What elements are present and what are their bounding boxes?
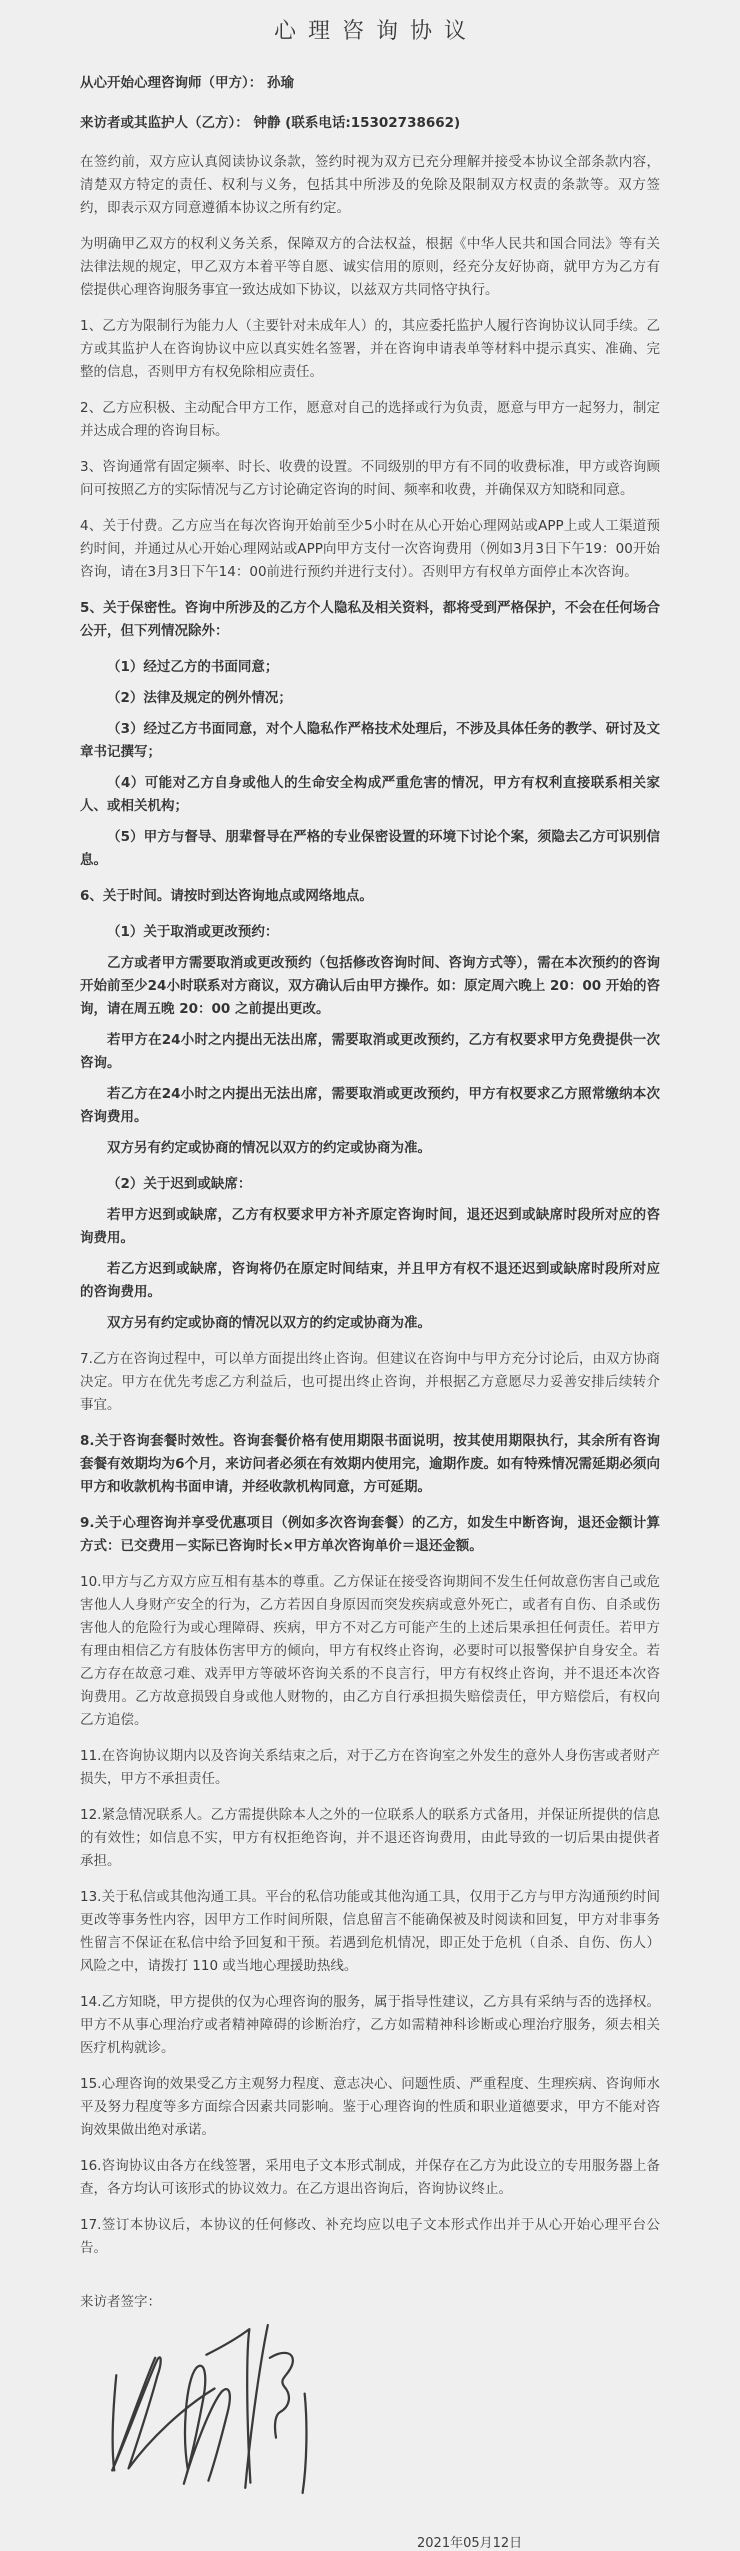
visitor-signature: [104, 2316, 319, 2502]
page-title: 心理咨询协议: [273, 19, 478, 44]
clause-11: 11.在咨询协议期内以及咨询关系结束之后，对于乙方在咨询室之外发生的意外人身伤害或者财产损失，甲方不承担责任。: [80, 1748, 660, 1787]
clause-5-item-3: （3）经过乙方书面同意，对个人隐私作严格技术处理后，不涉及具体任务的教学、研讨及文章书记撰写；: [80, 721, 660, 760]
clause-4: 4、关于付费。乙方应当在每次咨询开始前至少5小时在从心开始心理网站或APP上或人工渠道预约时间，并通过从心开始心理网站或APP向甲方支付一次咨询费用（例如3月3日下午19：00开始咨询，请在3月3日下午14：00前进行预约并进行支付）。否则甲方有权单方面停止本次咨询。: [80, 518, 660, 580]
clause-5: 5、关于保密性。咨询中所涉及的乙方个人隐私及相关资料，都将受到严格保护，不会在任何场合公开，但下列情况除外：: [80, 600, 660, 639]
clause-6-sub-2-c: 双方另有约定或协商的情况以双方的约定或协商为准。: [107, 1315, 431, 1331]
signature-scribble-image: [104, 2316, 319, 2502]
clause-14: 14.乙方知晓，甲方提供的仅为心理咨询的服务，属于指导性建议，乙方具有采纳与否的选择权。甲方不从事心理治疗或者精神障碍的诊断治疗，乙方如需精神科诊断或心理治疗服务，须去相关医疗机构就诊。: [80, 1994, 660, 2056]
clause-6-sub-1: （1）关于取消或更改预约：: [107, 924, 279, 940]
clause-6-sub-2-b: 若乙方迟到或缺席，咨询将仍在原定时间结束，并且甲方有权不退还迟到或缺席时段所对应的咨询费用。: [80, 1261, 660, 1300]
clause-6: 6、关于时间。请按时到达咨询地点或网络地点。: [80, 888, 373, 904]
clause-2: 2、乙方应积极、主动配合甲方工作，愿意对自己的选择或行为负责，愿意与甲方一起努力，制定并达成合理的咨询目标。: [80, 400, 660, 439]
clause-13: 13.关于私信或其他沟通工具。平台的私信功能或其他沟通工具，仅用于乙方与甲方沟通预约时间更改等事务性内容，因甲方工作时间所限，信息留言不能确保被及时阅读和回复，甲方对非事务性留言不保证在私信中给予回复和干预。若遇到危机情况，即正处于危机（自杀、自伤、伤人）风险之中，请拨打 110 或当地心理援助热线。: [80, 1889, 660, 1974]
clause-12: 12.紧急情况联系人。乙方需提供除本人之外的一位联系人的联系方式备用，并保证所提供的信息的有效性；如信息不实，甲方有权拒绝咨询，并不退还咨询费用，由此导致的一切后果由提供者承担。: [80, 1807, 660, 1869]
clause-6-sub-1-b: 若乙方在24小时之内提出无法出席，需要取消或更改预约，甲方有权要求乙方照常缴纳本次咨询费用。: [80, 1086, 660, 1125]
clause-3: 3、咨询通常有固定频率、时长、收费的设置。不同级别的甲方有不同的收费标准，甲方或咨询顾问可按照乙方的实际情况与乙方讨论确定咨询的时间、频率和收费，并确保双方知晓和同意。: [80, 459, 660, 498]
party-b-line: 来访者或其监护人（乙方）： 钟静 (联系电话:15302738662): [80, 115, 461, 131]
clause-9: 9.关于心理咨询并享受优惠项目（例如多次咨询套餐）的乙方，如发生中断咨询，退还金额计算方式：已交费用－实际已咨询时长×甲方单次咨询单价＝退还金额。: [80, 1515, 660, 1554]
clause-8: 8.关于咨询套餐时效性。咨询套餐价格有使用期限书面说明，按其使用期限执行，其余所有咨询套餐有效期均为6个月，来访问者必须在有效期内使用完，逾期作废。如有特殊情况需延期必须向甲方和收款机构书面申请，并经收款机构同意，方可延期。: [80, 1433, 660, 1495]
clause-17: 17.签订本协议后，本协议的任何修改、补充均应以电子文本形式作出并于从心开始心理平台公告。: [80, 2217, 660, 2256]
intro-paragraph-2: 为明确甲乙双方的权利义务关系，保障双方的合法权益，根据《中华人民共和国合同法》等有关法律法规的规定，甲乙双方本着平等自愿、诚实信用的原则，经充分友好协商，就甲方为乙方有偿提供心理咨询服务事宜一致达成如下协议，以兹双方共同恪守执行。: [80, 236, 660, 298]
visitor-signature-label: 来访者签字：: [80, 2294, 161, 2310]
signature-date: 2021年05月12日: [417, 2536, 523, 2551]
clause-10: 10.甲方与乙方双方应互相有基本的尊重。乙方保证在接受咨询期间不发生任何故意伤害自己或危害他人人身财产安全的行为，乙方若因自身原因而突发疾病或意外死亡，或者有自伤、自杀或伤害他人的危险行为或心理障碍、疾病，甲方不对乙方可能产生的上述后果承担任何责任。若甲方有理由相信乙方有肢体伤害甲方的倾向，甲方有权终止咨询，必要时可以报警保护自身安全。若乙方存在故意刁难、戏弄甲方等破坏咨询关系的不良言行，甲方有权终止咨询，并不退还本次咨询费用。乙方故意损毁自身或他人财物的，由乙方自行承担损失赔偿责任，甲方赔偿后，有权向乙方追偿。: [80, 1574, 660, 1728]
clause-6-sub-1-c: 双方另有约定或协商的情况以双方的约定或协商为准。: [107, 1140, 431, 1156]
clause-6-sub-2-a: 若甲方迟到或缺席，乙方有权要求甲方补齐原定咨询时间，退还迟到或缺席时段所对应的咨询费用。: [80, 1207, 660, 1246]
clause-1: 1、乙方为限制行为能力人（主要针对未成年人）的，其应委托监护人履行咨询协议认同手续。乙方或其监护人在咨询协议中应以真实姓名签署，并在咨询申请表单等材料中提示真实、准确、完整的信息，否则甲方有权免除相应责任。: [80, 318, 660, 380]
agreement-document: [0, 14, 740, 2551]
clause-5-item-5: （5）甲方与督导、朋辈督导在严格的专业保密设置的环境下讨论个案，须隐去乙方可识别信息。: [80, 829, 660, 868]
clause-6-sub-1-a: 若甲方在24小时之内提出无法出席，需要取消或更改预约，乙方有权要求甲方免费提供一次咨询。: [80, 1032, 660, 1071]
clause-6-sub-1-text: 乙方或者甲方需要取消或更改预约（包括修改咨询时间、咨询方式等），需在本次预约的咨询开始前至少24小时联系对方商议，双方确认后由甲方操作。如：原定周六晚上 20：00 开始的咨询，请在周五晚 20：00 之前提出更改。: [80, 955, 660, 1017]
clause-6-sub-2: （2）关于迟到或缺席：: [107, 1176, 252, 1192]
clause-15: 15.心理咨询的效果受乙方主观努力程度、意志决心、问题性质、严重程度、生理疾病、咨询师水平及努力程度等多方面综合因素共同影响。鉴于心理咨询的性质和职业道德要求，甲方不能对咨询效果做出绝对承诺。: [80, 2076, 660, 2138]
clause-7: 7.乙方在咨询过程中，可以单方面提出终止咨询。但建议在咨询中与甲方充分讨论后，由双方协商决定。甲方在优先考虑乙方利益后，也可提出终止咨询，并根据乙方意愿尽力妥善安排后续转介事宜。: [80, 1351, 660, 1413]
clause-5-item-4: （4）可能对乙方自身或他人的生命安全构成严重危害的情况，甲方有权利直接联系相关家人、或相关机构；: [80, 775, 660, 814]
clause-5-item-2: （2）法律及规定的例外情况；: [107, 690, 292, 706]
intro-paragraph-1: 在签约前，双方应认真阅读协议条款，签约时视为双方已充分理解并接受本协议全部条款内容，清楚双方特定的责任、权利与义务，包括其中所涉及的免除及限制双方权责的条款等。双方签约，即表示双方同意遵循本协议之所有约定。: [80, 154, 660, 216]
party-a-line: 从心开始心理咨询师（甲方）： 孙瑜: [80, 75, 294, 91]
clause-16: 16.咨询协议由各方在线签署，采用电子文本形式制成，并保存在乙方为此设立的专用服务器上备查，各方均认可该形式的协议效力。在乙方退出咨询后，咨询协议终止。: [80, 2158, 660, 2197]
clause-5-item-1: （1）经过乙方的书面同意；: [107, 659, 279, 675]
